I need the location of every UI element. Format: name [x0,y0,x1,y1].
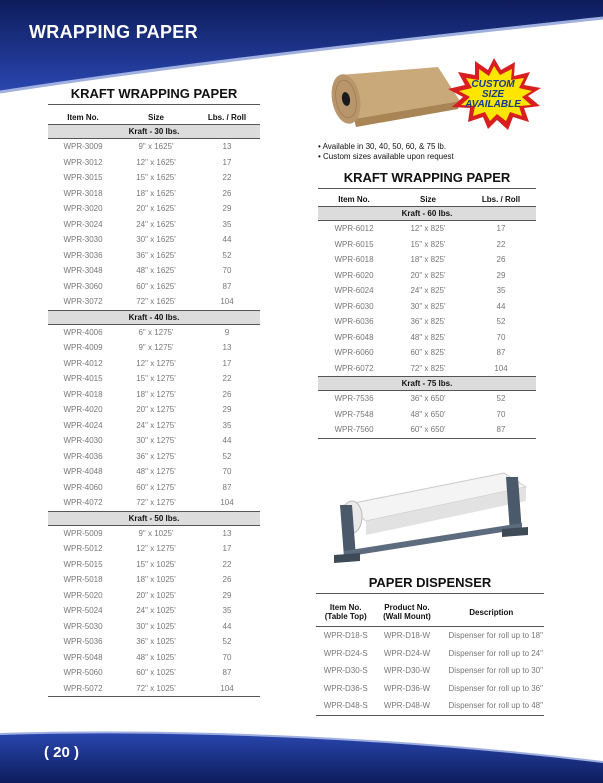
table-cell: WPR-6072 [334,363,374,373]
table-cell: 22 [222,559,232,569]
table-cell: WPR-4012 [63,358,103,368]
table-cell: WPR-D48-S [316,697,375,715]
table-cell: 72" x 1625' [136,297,176,307]
table-row [318,237,536,253]
table-cell: WPR-4030 [63,436,103,446]
table-cell: WPR-3024 [63,219,103,229]
table-cell: WPR-3018 [63,188,103,198]
table-cell: WPR-D24-S [323,648,368,658]
column-header-line: Description [469,607,514,617]
table-cell: WPR-4036 [63,451,103,461]
table-cell: 35 [222,606,232,616]
table-cell: 44 [222,235,232,245]
table-cell: 52 [496,394,506,404]
table-row [48,340,260,356]
table-cell: 70 [496,409,506,419]
table-cell: 60" x 650' [390,422,466,438]
table-cell: 70 [496,332,506,342]
table-cell: WPR-4024 [63,420,103,430]
divider [316,593,544,594]
table-cell: WPR-7536 [334,394,374,404]
table-row [48,681,260,697]
divider [318,188,536,189]
dispenser-table [316,598,544,716]
table-row [48,619,260,635]
table-cell: Dispenser for roll up to 30" [448,666,543,676]
table-row [316,662,544,680]
table-cell: 26 [222,575,232,585]
table-cell: WPR-5060 [63,668,103,678]
divider [48,104,260,105]
table-cell: 72" x 825' [410,363,446,373]
table-cell: 44 [496,301,506,311]
table-cell: 18" x 825' [410,255,446,265]
table-row [48,495,260,511]
table-cell: 12" x 1625' [136,157,176,167]
table-row [48,356,260,372]
table-cell: WPR-7548 [334,409,374,419]
table-cell: 60" x 1625' [136,281,176,291]
table-cell: 24" x 825' [410,286,446,296]
table-cell: 20" x 1625' [136,204,176,214]
table-row [48,665,260,681]
table-cell: WPR-5020 [63,590,103,600]
table-cell: 26 [222,188,232,198]
table-cell: 15" x 1275' [136,374,176,384]
table-header-row [318,192,536,207]
table-cell: 48" x 1275' [136,467,176,477]
table-cell: WPR-6030 [334,301,374,311]
table-cell: 35 [222,420,232,430]
column-header [439,598,544,627]
table-row [318,221,536,237]
column-header: Item No. [48,110,118,125]
column-header-line: (Table Top) [324,612,367,621]
table-row [318,283,536,299]
table-cell: 29 [222,405,232,415]
table-cell: 60" x 825' [410,348,446,358]
table-cell: 30" x 1275' [136,436,176,446]
table-cell: 29 [222,204,232,214]
table-cell: WPR-6012 [334,224,374,234]
table-row [48,232,260,248]
table-cell: WPR-D18-W [383,631,431,641]
table-cell: 48" x 1025' [136,652,176,662]
table-cell: 104 [194,681,260,697]
table-cell: 70 [222,266,232,276]
table-cell: WPR-D24-W [383,648,431,658]
table-row [318,330,536,346]
table-row [48,634,260,650]
table-row [318,252,536,268]
table-cell: 52 [222,637,232,647]
table-cell: 29 [222,590,232,600]
column-header: Size [390,192,466,207]
table-cell: 13 [222,142,232,152]
table-cell: 87 [222,482,232,492]
table-cell: 18" x 1275' [136,389,176,399]
table-row [48,650,260,666]
table-cell: WPR-5009 [63,528,103,538]
badge-text: CUSTOM SIZE AVAILABLE [465,79,521,110]
table-cell: 36" x 1625' [136,250,176,260]
table-cell: 6" x 1275' [138,327,174,337]
column-header: Size [118,110,194,125]
feature-bullet: • Available in 30, 40, 50, 60, & 75 lb. [318,142,447,151]
table-cell: 17 [222,157,232,167]
table-row [318,345,536,361]
table-cell: WPR-6036 [334,317,374,327]
footer-banner [0,728,603,783]
table-row [48,433,260,449]
table-row [48,371,260,387]
dispenser-title: PAPER DISPENSER [368,575,492,590]
table-cell: 9" x 1275' [138,343,174,353]
table-cell: 36" x 650' [410,394,446,404]
table-row [48,449,260,465]
table-cell: 26 [222,389,232,399]
table-cell: 13 [222,343,232,353]
table-cell: 9" x 1025' [138,528,174,538]
table-cell: Dispenser for roll up to 36" [448,683,543,693]
table-cell: WPR-5012 [63,544,103,554]
table-cell: 36" x 1275' [136,451,176,461]
column-header-line: Product No. [384,603,430,612]
table-row [48,480,260,496]
table-cell: 18" x 1025' [136,575,176,585]
table-cell: 70 [222,652,232,662]
table-cell: WPR-4009 [63,343,103,353]
table-cell: 70 [222,467,232,477]
table-row [48,170,260,186]
table-cell: 9 [224,327,230,337]
table-cell: WPR-D30-S [323,666,368,676]
table-header-row [316,598,544,627]
table-cell: WPR-5036 [63,637,103,647]
table-row [48,464,260,480]
table-cell: 44 [222,436,232,446]
table-cell: 52 [496,317,506,327]
table-cell: 24" x 1275' [136,420,176,430]
table-cell: WPR-D30-W [383,666,431,676]
group-row [318,377,536,391]
table-cell: 72" x 1275' [136,498,176,508]
table-row [48,263,260,279]
table-cell: 72" x 1025' [118,681,194,697]
table-cell: WPR-5048 [63,652,103,662]
table-cell: 12" x 1275' [136,358,176,368]
table-row [318,407,536,423]
table-cell: 30" x 825' [410,301,446,311]
table-cell: WPR-3030 [63,235,103,245]
kraft-right-table [318,192,536,439]
table-row [48,279,260,295]
table-row [48,139,260,155]
table-cell: 36" x 1025' [136,637,176,647]
table-cell: 30" x 1025' [136,621,176,631]
table-row [48,201,260,217]
group-row [48,511,260,525]
table-cell: 35 [222,219,232,229]
table-row [316,697,544,715]
table-cell: WPR-7560 [318,422,390,438]
paper-dispenser-photo [326,465,536,565]
table-cell: WPR-4015 [63,374,103,384]
table-cell: 24" x 1025' [136,606,176,616]
table-row [318,391,536,407]
table-cell: WPR-D36-S [323,683,368,693]
table-cell: 12" x 825' [410,224,446,234]
column-header: Lbs. / Roll [466,192,536,207]
group-row [48,125,260,139]
table-cell: WPR-5030 [63,621,103,631]
group-row [318,207,536,221]
table-cell: WPR-5015 [63,559,103,569]
table-cell: 20" x 1025' [136,590,176,600]
table-row [316,680,544,698]
table-cell: WPR-6018 [334,255,374,265]
table-cell: 104 [220,498,234,508]
table-row [48,294,260,310]
table-cell: WPR-5018 [63,575,103,585]
table-cell: 52 [222,451,232,461]
table-row [48,557,260,573]
table-row [48,402,260,418]
page-title: WRAPPING PAPER [29,22,198,42]
group-label: Kraft - 30 lbs. [48,125,260,139]
group-label: Kraft - 75 lbs. [318,377,536,391]
table-cell: WPR-3048 [63,266,103,276]
table-row [48,525,260,541]
table-cell: 52 [222,250,232,260]
table-cell: 22 [496,239,506,249]
table-cell: 24" x 1625' [136,219,176,229]
table-cell: WPR-6048 [334,332,374,342]
table-row [48,541,260,557]
table-cell: 48" x 825' [410,332,446,342]
table-cell: Dispenser for roll up to 48" [439,697,544,715]
kraft-left-title: KRAFT WRAPPING PAPER [70,86,238,101]
table-row [48,387,260,403]
table-cell: 17 [496,224,506,234]
table-cell: 15" x 1025' [136,559,176,569]
table-cell: Dispenser for roll up to 18" [448,631,543,641]
table-cell: 104 [494,363,508,373]
table-cell: 87 [222,281,232,291]
group-row [48,310,260,324]
kraft-right-title: KRAFT WRAPPING PAPER [343,170,511,185]
column-header: Item No. [318,192,390,207]
table-cell: WPR-D18-S [323,631,368,641]
table-cell: 20" x 1275' [136,405,176,415]
table-row [316,645,544,663]
table-cell: 48" x 1625' [136,266,176,276]
table-cell: WPR-6015 [334,239,374,249]
table-cell: 30" x 1625' [136,235,176,245]
table-cell: WPR-D36-W [383,683,431,693]
table-cell: WPR-3020 [63,204,103,214]
table-row [318,299,536,315]
table-cell: 87 [496,348,506,358]
table-cell: WPR-4006 [63,327,103,337]
table-row [316,627,544,645]
table-cell: 44 [222,621,232,631]
table-cell: 20" x 825' [410,270,446,280]
table-cell: WPR-3012 [63,157,103,167]
table-cell: 35 [496,286,506,296]
table-header-row [48,110,260,125]
table-cell: WPR-6020 [334,270,374,280]
table-cell: 13 [222,528,232,538]
table-row [48,248,260,264]
table-row [48,418,260,434]
features-list [318,142,454,162]
table-row [318,361,536,377]
table-cell: 87 [466,422,536,438]
kraft-left-table [48,110,260,697]
table-cell: 22 [222,173,232,183]
table-row [48,603,260,619]
group-label: Kraft - 50 lbs. [48,511,260,525]
table-cell: 104 [220,297,234,307]
page-number: ( 20 ) [44,744,80,761]
table-cell: Dispenser for roll up to 24" [448,648,543,658]
table-row [48,588,260,604]
table-cell: 87 [222,668,232,678]
group-label: Kraft - 40 lbs. [48,310,260,324]
column-header-line: (Wall Mount) [383,612,431,621]
table-row [48,155,260,171]
table-cell: 36" x 825' [410,317,446,327]
table-cell: WPR-3036 [63,250,103,260]
table-cell: 15" x 825' [410,239,446,249]
table-row [48,217,260,233]
table-cell: WPR-4072 [63,498,103,508]
table-cell: 15" x 1625' [136,173,176,183]
table-cell: 12" x 1275' [136,544,176,554]
table-cell: WPR-4048 [63,467,103,477]
table-row [48,324,260,340]
table-row [318,422,536,438]
table-cell: WPR-6024 [334,286,374,296]
table-row [318,268,536,284]
table-cell: WPR-4020 [63,405,103,415]
table-cell: WPR-5072 [48,681,118,697]
table-cell: 17 [222,358,232,368]
table-row [48,186,260,202]
table-cell: 9" x 1625' [138,142,174,152]
feature-bullet: • Custom sizes available upon request [318,152,454,161]
table-cell: WPR-3072 [63,297,103,307]
table-cell: 60" x 1025' [136,668,176,678]
table-cell: 26 [496,255,506,265]
table-cell: 29 [496,270,506,280]
table-cell: 48" x 650' [410,409,446,419]
table-cell: WPR-4060 [63,482,103,492]
table-cell: WPR-4018 [63,389,103,399]
column-header-line: Item No. [329,603,362,612]
table-cell: WPR-3060 [63,281,103,291]
table-cell: 22 [222,374,232,384]
column-header [375,598,438,627]
column-header [316,598,375,627]
table-cell: 60" x 1275' [136,482,176,492]
table-cell: WPR-3009 [63,142,103,152]
table-cell: 17 [222,544,232,554]
table-cell: WPR-D48-W [375,697,438,715]
table-cell: WPR-3015 [63,173,103,183]
group-label: Kraft - 60 lbs. [318,207,536,221]
table-cell: 18" x 1625' [136,188,176,198]
table-row [48,572,260,588]
table-cell: WPR-6060 [334,348,374,358]
column-header: Lbs. / Roll [194,110,260,125]
table-row [318,314,536,330]
table-cell: WPR-5024 [63,606,103,616]
